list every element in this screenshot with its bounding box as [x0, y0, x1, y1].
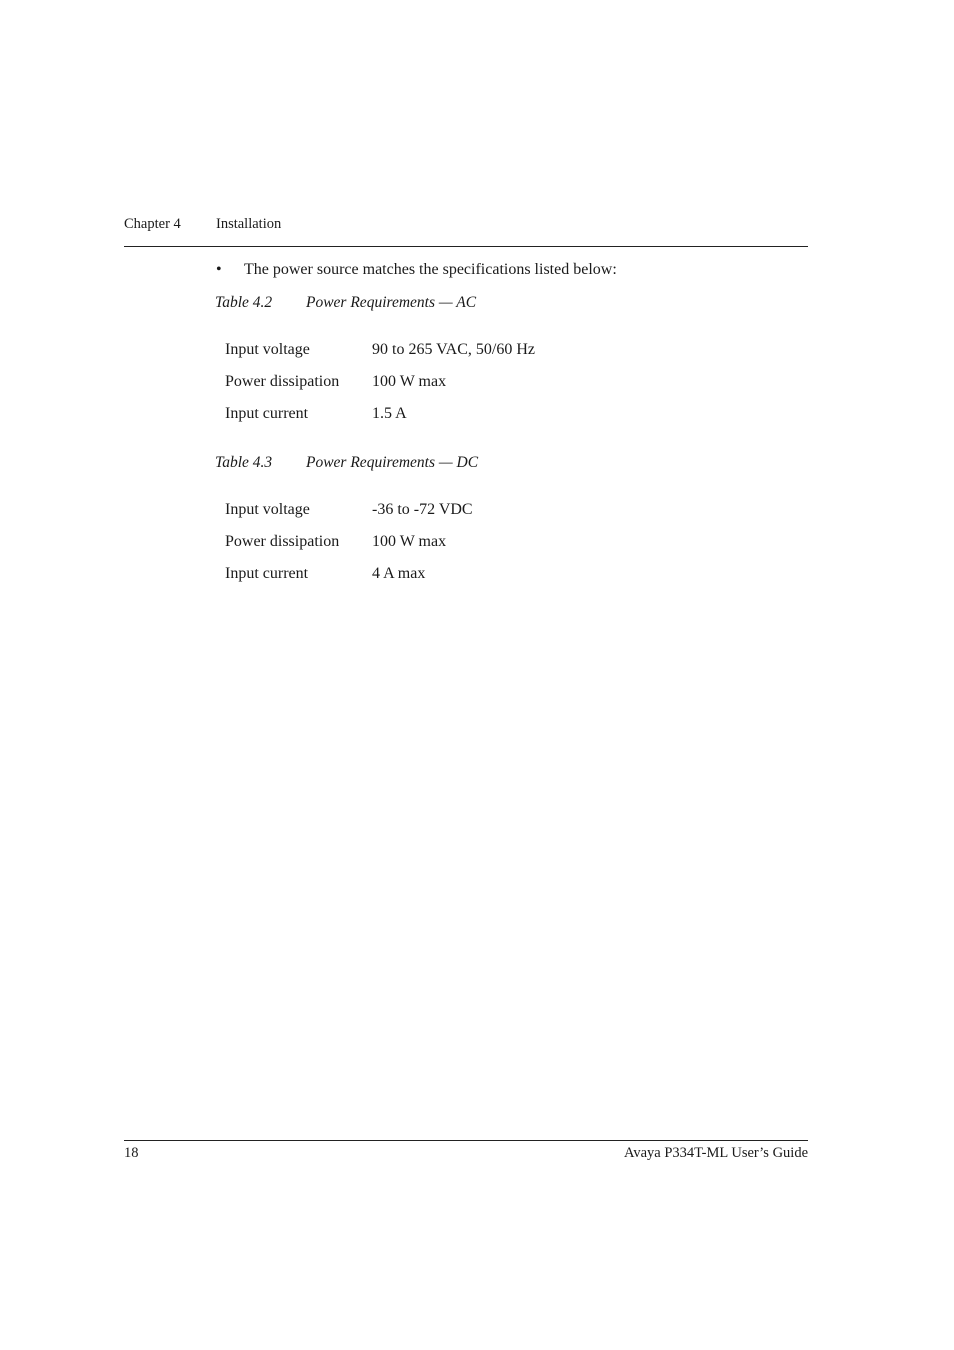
row-value: 100 W max: [372, 533, 447, 550]
row-value: 4 A max: [372, 565, 426, 582]
page-footer: [124, 1140, 808, 1162]
row-label: Power dissipation: [225, 533, 340, 550]
guide-title: Avaya P334T-ML User’s Guide: [623, 1145, 808, 1161]
row-value: 1.5 A: [372, 405, 407, 422]
bullet-text: The power source matches the specifications listed below:: [244, 261, 617, 278]
table-caption-ac: [215, 294, 476, 312]
page-number: 18: [124, 1145, 139, 1161]
bullet-item: [216, 261, 617, 279]
page-header: [124, 216, 808, 247]
row-label: Input voltage: [225, 341, 310, 358]
row-value: 100 W max: [372, 373, 447, 390]
table-number: Table 4.2: [215, 294, 273, 311]
row-label: Input current: [225, 405, 309, 422]
table-caption-dc: [215, 454, 478, 472]
row-label: Input voltage: [225, 501, 310, 518]
chapter-label: Chapter 4: [124, 216, 181, 232]
table-title: Power Requirements — DC: [306, 454, 479, 471]
section-label: Installation: [216, 216, 282, 232]
table-title: Power Requirements — AC: [306, 294, 477, 311]
table-number: Table 4.3: [215, 454, 273, 471]
row-value: -36 to -72 VDC: [372, 501, 473, 518]
bullet-symbol: •: [216, 261, 222, 278]
row-value: 90 to 265 VAC, 50/60 Hz: [372, 341, 535, 358]
row-label: Power dissipation: [225, 373, 340, 390]
row-label: Input current: [225, 565, 309, 582]
